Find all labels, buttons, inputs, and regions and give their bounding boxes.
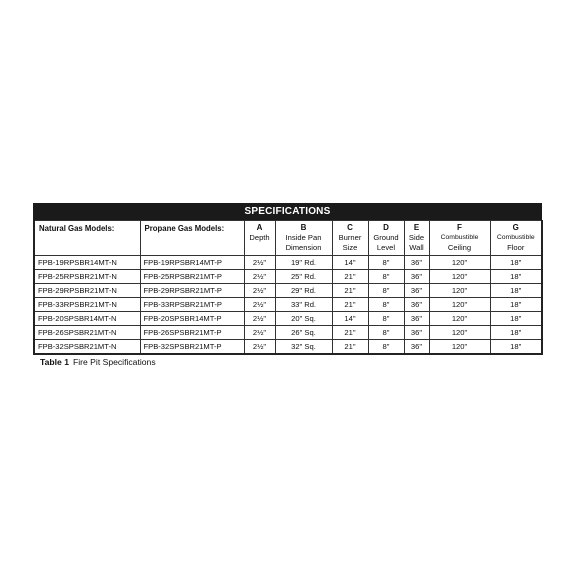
column-label: Level	[376, 243, 396, 252]
propane-gas-model-cell: FPB-20SPSBR14MT-P	[140, 312, 244, 326]
combustible-floor-cell: 18"	[490, 298, 542, 312]
inside-pan-dimension-cell: 19" Rd.	[275, 256, 332, 270]
depth-cell: 2½"	[244, 270, 275, 284]
propane-gas-model-cell: FPB-32SPSBR21MT-P	[140, 340, 244, 355]
ground-level-cell: 8"	[368, 298, 404, 312]
combustible-ceiling-cell: 120"	[429, 298, 490, 312]
column-letter: A	[256, 223, 263, 232]
inside-pan-dimension-cell: 32" Sq.	[275, 340, 332, 355]
propane-gas-model-cell: FPB-19RPSBR14MT-P	[140, 256, 244, 270]
column-label: Floor	[507, 243, 525, 252]
combustible-floor-cell: 18"	[490, 256, 542, 270]
depth-cell: 2½"	[244, 284, 275, 298]
natural-gas-model-cell: FPB-33RPSBR21MT-N	[34, 298, 140, 312]
table-row	[34, 326, 542, 340]
column-label: Depth	[249, 233, 270, 242]
ground-level-cell: 8"	[368, 326, 404, 340]
burner-size-cell: 14"	[332, 312, 368, 326]
specifications-table-block	[33, 203, 542, 355]
side-wall-cell: 36"	[404, 284, 429, 298]
depth-cell: 2½"	[244, 340, 275, 355]
ground-level-cell: 8"	[368, 340, 404, 355]
table-row	[34, 340, 542, 355]
inside-pan-dimension-cell: 20" Sq.	[275, 312, 332, 326]
column-header-c	[332, 221, 368, 256]
inside-pan-dimension-cell: 33" Rd.	[275, 298, 332, 312]
ground-level-cell: 8"	[368, 312, 404, 326]
table-row	[34, 270, 542, 284]
natural-gas-model-cell: FPB-26SPSBR21MT-N	[34, 326, 140, 340]
table-row	[34, 298, 542, 312]
column-label: Inside Pan	[285, 233, 322, 242]
depth-cell: 2½"	[244, 326, 275, 340]
inside-pan-dimension-cell: 25" Rd.	[275, 270, 332, 284]
depth-cell: 2½"	[244, 256, 275, 270]
combustible-floor-cell: 18"	[490, 312, 542, 326]
depth-cell: 2½"	[244, 312, 275, 326]
combustible-floor-cell: 18"	[490, 326, 542, 340]
propane-gas-model-cell: FPB-29RPSBR21MT-P	[140, 284, 244, 298]
combustible-ceiling-cell: 120"	[429, 312, 490, 326]
table-row	[34, 312, 542, 326]
column-label: Wall	[409, 243, 424, 252]
column-letter: B	[300, 223, 307, 232]
column-letter: D	[383, 223, 389, 232]
combustible-floor-cell: 18"	[490, 340, 542, 355]
combustible-floor-cell: 18"	[490, 270, 542, 284]
combustible-ceiling-cell: 120"	[429, 326, 490, 340]
side-wall-cell: 36"	[404, 340, 429, 355]
column-letter: E	[413, 223, 420, 232]
natural-gas-model-cell: FPB-19RPSBR14MT-N	[34, 256, 140, 270]
natural-gas-model-cell: FPB-29RPSBR21MT-N	[34, 284, 140, 298]
side-wall-cell: 36"	[404, 270, 429, 284]
combustible-ceiling-cell: 120"	[429, 340, 490, 355]
natural-gas-model-cell: FPB-32SPSBR21MT-N	[34, 340, 140, 355]
table-row	[34, 284, 542, 298]
burner-size-cell: 21"	[332, 340, 368, 355]
column-header-f	[429, 221, 490, 256]
propane-gas-model-cell: FPB-33RPSBR21MT-P	[140, 298, 244, 312]
side-wall-cell: 36"	[404, 298, 429, 312]
column-label: Dimension	[285, 243, 322, 252]
ground-level-cell: 8"	[368, 284, 404, 298]
column-header-g	[490, 221, 542, 256]
burner-size-cell: 21"	[332, 284, 368, 298]
ground-level-cell: 8"	[368, 270, 404, 284]
column-header-b	[275, 221, 332, 256]
specifications-table	[33, 220, 543, 355]
caption-label: Table 1	[40, 357, 69, 367]
burner-size-cell: 14"	[332, 256, 368, 270]
column-label: Side	[408, 233, 425, 242]
column-label: Combustible	[496, 234, 535, 241]
column-label: Combustible	[440, 234, 479, 241]
column-header-a	[244, 221, 275, 256]
combustible-ceiling-cell: 120"	[429, 256, 490, 270]
burner-size-cell: 21"	[332, 270, 368, 284]
propane-gas-models-header: Propane Gas Models:	[140, 221, 244, 256]
table-row	[34, 256, 542, 270]
inside-pan-dimension-cell: 29" Rd.	[275, 284, 332, 298]
column-label: Ceiling	[447, 243, 472, 252]
propane-gas-model-cell: FPB-25RPSBR21MT-P	[140, 270, 244, 284]
side-wall-cell: 36"	[404, 312, 429, 326]
column-letter: F	[457, 223, 462, 232]
column-label: Size	[342, 243, 358, 252]
column-label: Ground	[373, 233, 399, 242]
column-header-e	[404, 221, 429, 256]
combustible-ceiling-cell: 120"	[429, 284, 490, 298]
column-letter: C	[347, 223, 353, 232]
column-label: Burner	[338, 233, 362, 242]
table-caption	[40, 357, 156, 367]
column-header-d	[368, 221, 404, 256]
combustible-ceiling-cell: 120"	[429, 270, 490, 284]
propane-gas-model-cell: FPB-26SPSBR21MT-P	[140, 326, 244, 340]
side-wall-cell: 36"	[404, 326, 429, 340]
combustible-floor-cell: 18"	[490, 284, 542, 298]
depth-cell: 2½"	[244, 298, 275, 312]
specifications-banner: SPECIFICATIONS	[33, 203, 542, 220]
inside-pan-dimension-cell: 26" Sq.	[275, 326, 332, 340]
burner-size-cell: 21"	[332, 298, 368, 312]
ground-level-cell: 8"	[368, 256, 404, 270]
natural-gas-models-header: Natural Gas Models:	[34, 221, 140, 256]
caption-text: Fire Pit Specifications	[72, 357, 156, 367]
natural-gas-model-cell: FPB-20SPSBR14MT-N	[34, 312, 140, 326]
side-wall-cell: 36"	[404, 256, 429, 270]
table-header-row	[34, 221, 542, 256]
column-letter: G	[512, 223, 519, 232]
burner-size-cell: 21"	[332, 326, 368, 340]
natural-gas-model-cell: FPB-25RPSBR21MT-N	[34, 270, 140, 284]
